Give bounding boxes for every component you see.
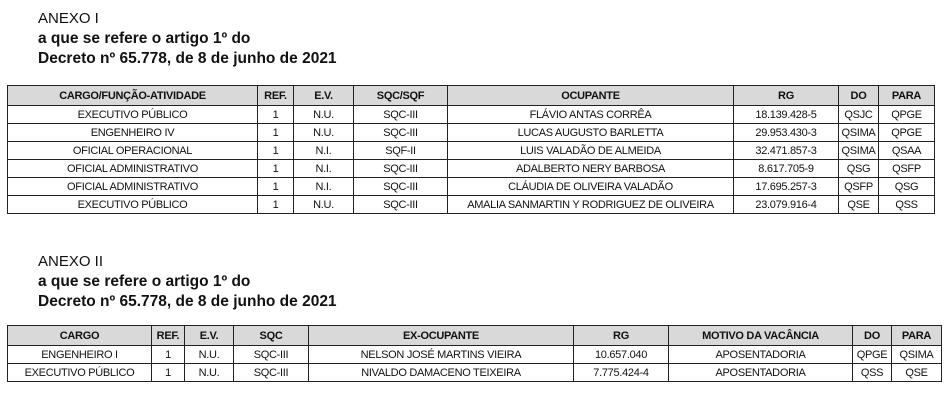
table-cell: 1 <box>152 346 185 364</box>
table-cell: OFICIAL OPERACIONAL <box>8 142 258 160</box>
table-cell: NELSON JOSÉ MARTINS VIEIRA <box>309 346 574 364</box>
annex1-heading <box>38 9 337 69</box>
table-cell: 1 <box>258 142 294 160</box>
annex1-decree-line: Decreto nº 65.778, de 8 de junho de 2021 <box>38 50 337 67</box>
table-cell: 7.775.424-4 <box>574 364 669 382</box>
table-cell: OFICIAL ADMINISTRATIVO <box>8 160 258 178</box>
table-cell: 8.617.705-9 <box>734 160 839 178</box>
table-cell: LUIS VALADÃO DE ALMEIDA <box>448 142 734 160</box>
table-cell: QSFP <box>839 178 879 196</box>
table-row <box>8 196 935 214</box>
annex1-body <box>8 106 935 214</box>
annex2-heading <box>38 252 337 312</box>
table-cell: 17.695.257-3 <box>734 178 839 196</box>
table-cell: QSS <box>853 364 892 382</box>
annex1-reference-line: a que se refere o artigo 1º do <box>38 30 251 47</box>
table-cell: EXECUTIVO PÚBLICO <box>8 106 258 124</box>
annex1-column-header: RG <box>734 86 839 106</box>
annex2-column-header: DO <box>853 326 892 346</box>
table-cell: QSE <box>839 196 879 214</box>
table-cell: 18.139.428-5 <box>734 106 839 124</box>
table-row <box>8 142 935 160</box>
annex2-decree-line: Decreto nº 65.778, de 8 de junho de 2021 <box>38 293 337 310</box>
annex2-table <box>7 325 942 382</box>
table-cell: SQC-III <box>354 196 448 214</box>
table-cell: N.U. <box>294 106 354 124</box>
annex1-column-header: DO <box>839 86 879 106</box>
annex2-column-header: REF. <box>152 326 185 346</box>
table-row <box>8 124 935 142</box>
annex2-column-header: MOTIVO DA VACÂNCIA <box>669 326 853 346</box>
table-cell: SQC-III <box>354 106 448 124</box>
annex2-column-header: PARA <box>892 326 942 346</box>
table-cell: SQC-III <box>354 124 448 142</box>
table-cell: QPGE <box>879 106 935 124</box>
table-cell: SQC-III <box>354 178 448 196</box>
table-cell: QSIMA <box>839 142 879 160</box>
table-cell: 1 <box>258 178 294 196</box>
table-cell: QSG <box>839 160 879 178</box>
table-cell: 23.079.916-4 <box>734 196 839 214</box>
table-cell: 1 <box>258 196 294 214</box>
table-row <box>8 106 935 124</box>
annex2-column-header: CARGO <box>8 326 152 346</box>
table-cell: EXECUTIVO PÚBLICO <box>8 364 152 382</box>
table-cell: SQC-III <box>354 160 448 178</box>
table-cell: QSIMA <box>839 124 879 142</box>
annex1-column-header: E.V. <box>294 86 354 106</box>
table-cell: QSJC <box>839 106 879 124</box>
table-cell: LUCAS AUGUSTO BARLETTA <box>448 124 734 142</box>
annex1-column-header: PARA <box>879 86 935 106</box>
table-cell: 32.471.857-3 <box>734 142 839 160</box>
table-cell: 29.953.430-3 <box>734 124 839 142</box>
table-cell: APOSENTADORIA <box>669 364 853 382</box>
annex1-column-header: REF. <box>258 86 294 106</box>
table-cell: N.U. <box>294 196 354 214</box>
annex2-title: ANEXO II <box>38 253 104 270</box>
annex2-body <box>8 346 942 382</box>
table-cell: QSG <box>879 178 935 196</box>
table-cell: QSFP <box>879 160 935 178</box>
table-cell: N.U. <box>185 364 234 382</box>
annex1-column-header: SQC/SQF <box>354 86 448 106</box>
table-cell: ENGENHEIRO I <box>8 346 152 364</box>
table-cell: N.I. <box>294 178 354 196</box>
table-cell: QSE <box>892 364 942 382</box>
table-cell: 10.657.040 <box>574 346 669 364</box>
annex2-column-header: EX-OCUPANTE <box>309 326 574 346</box>
annex1-title: ANEXO I <box>38 10 99 27</box>
annex1-table <box>7 85 935 214</box>
table-cell: EXECUTIVO PÚBLICO <box>8 196 258 214</box>
table-cell: QPGE <box>879 124 935 142</box>
table-cell: SQC-III <box>234 346 309 364</box>
table-cell: N.U. <box>185 346 234 364</box>
annex2-column-header: SQC <box>234 326 309 346</box>
table-row <box>8 346 942 364</box>
table-cell: ENGENHEIRO IV <box>8 124 258 142</box>
table-row <box>8 364 942 382</box>
annex2-column-header: RG <box>574 326 669 346</box>
table-cell: 1 <box>258 124 294 142</box>
annex2-reference-line: a que se refere o artigo 1º do <box>38 273 251 290</box>
table-cell: 1 <box>152 364 185 382</box>
table-cell: FLÁVIO ANTAS CORRÊA <box>448 106 734 124</box>
table-cell: SQF-II <box>354 142 448 160</box>
table-cell: 1 <box>258 160 294 178</box>
table-cell: APOSENTADORIA <box>669 346 853 364</box>
table-cell: N.I. <box>294 142 354 160</box>
table-cell: QPGE <box>853 346 892 364</box>
table-cell: QSAA <box>879 142 935 160</box>
table-cell: QSIMA <box>892 346 942 364</box>
annex1-header-row <box>8 86 935 106</box>
table-row <box>8 160 935 178</box>
annex2-column-header: E.V. <box>185 326 234 346</box>
table-row <box>8 178 935 196</box>
table-cell: NIVALDO DAMACENO TEIXEIRA <box>309 364 574 382</box>
table-cell: N.I. <box>294 160 354 178</box>
table-cell: CLÁUDIA DE OLIVEIRA VALADÃO <box>448 178 734 196</box>
annex1-column-header: CARGO/FUNÇÃO-ATIVIDADE <box>8 86 258 106</box>
table-cell: SQC-III <box>234 364 309 382</box>
table-cell: N.U. <box>294 124 354 142</box>
table-cell: AMALIA SANMARTIN Y RODRIGUEZ DE OLIVEIRA <box>448 196 734 214</box>
table-cell: OFICIAL ADMINISTRATIVO <box>8 178 258 196</box>
table-cell: 1 <box>258 106 294 124</box>
table-cell: ADALBERTO NERY BARBOSA <box>448 160 734 178</box>
annex1-column-header: OCUPANTE <box>448 86 734 106</box>
annex2-header-row <box>8 326 942 346</box>
table-cell: QSS <box>879 196 935 214</box>
